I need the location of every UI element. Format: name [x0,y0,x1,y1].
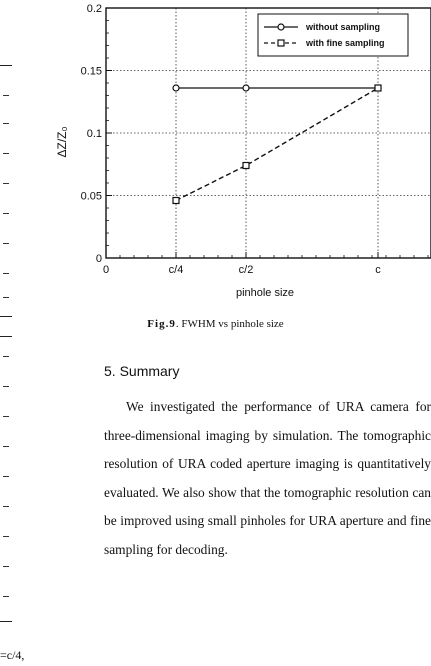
x-tick-label: c [375,264,381,276]
left-figure-ticks-bottom [3,336,11,620]
fwhm-chart [0,0,431,310]
section-title: 5. Summary [104,363,180,379]
data-point-circle [243,85,249,91]
legend-label: with fine sampling [306,38,385,48]
series-line-2 [176,88,378,201]
chart-series [173,85,381,204]
y-tick-label: 0.15 [80,65,102,78]
legend-label: without sampling [306,22,380,32]
data-point-circle [173,85,179,91]
data-point-square [375,85,381,91]
legend-marker-square [278,40,284,46]
data-point-square [173,198,179,204]
legend-marker-circle [278,24,284,30]
legend-box [258,14,408,56]
x-axis-label: pinhole size [235,287,295,299]
y-tick-label: 0.05 [80,190,102,203]
figure-caption [0,318,431,330]
chart-legend [258,14,408,56]
y-tick-label: 0 [95,253,102,265]
figure-label: Fig.9 [147,318,176,330]
data-point-square [243,163,249,169]
y-tick-label: 0.1 [86,128,102,140]
x-tick-label: c/4 [168,264,184,276]
x-tick-label: c/2 [238,264,254,276]
summary-paragraph: We investigated the performance of URA camera for three-dimensional imaging by simulation. The tomographic resolution of URA coded aperture imaging is quantitatively evaluated. We also show that the tomographic resolution can be improved using small pinholes for URA aperture and fine sampling for decoding. [104,399,431,557]
y-axis-label: ΔZ/Z₀ [55,126,69,158]
left-fragment-text: =c/4, [0,648,25,662]
figure-caption-text: . FWHM vs pinhole size [175,318,284,330]
y-tick-label: 0.2 [86,3,102,15]
summary-paragraph-block [104,393,431,564]
x-tick-label: 0 [102,264,110,276]
